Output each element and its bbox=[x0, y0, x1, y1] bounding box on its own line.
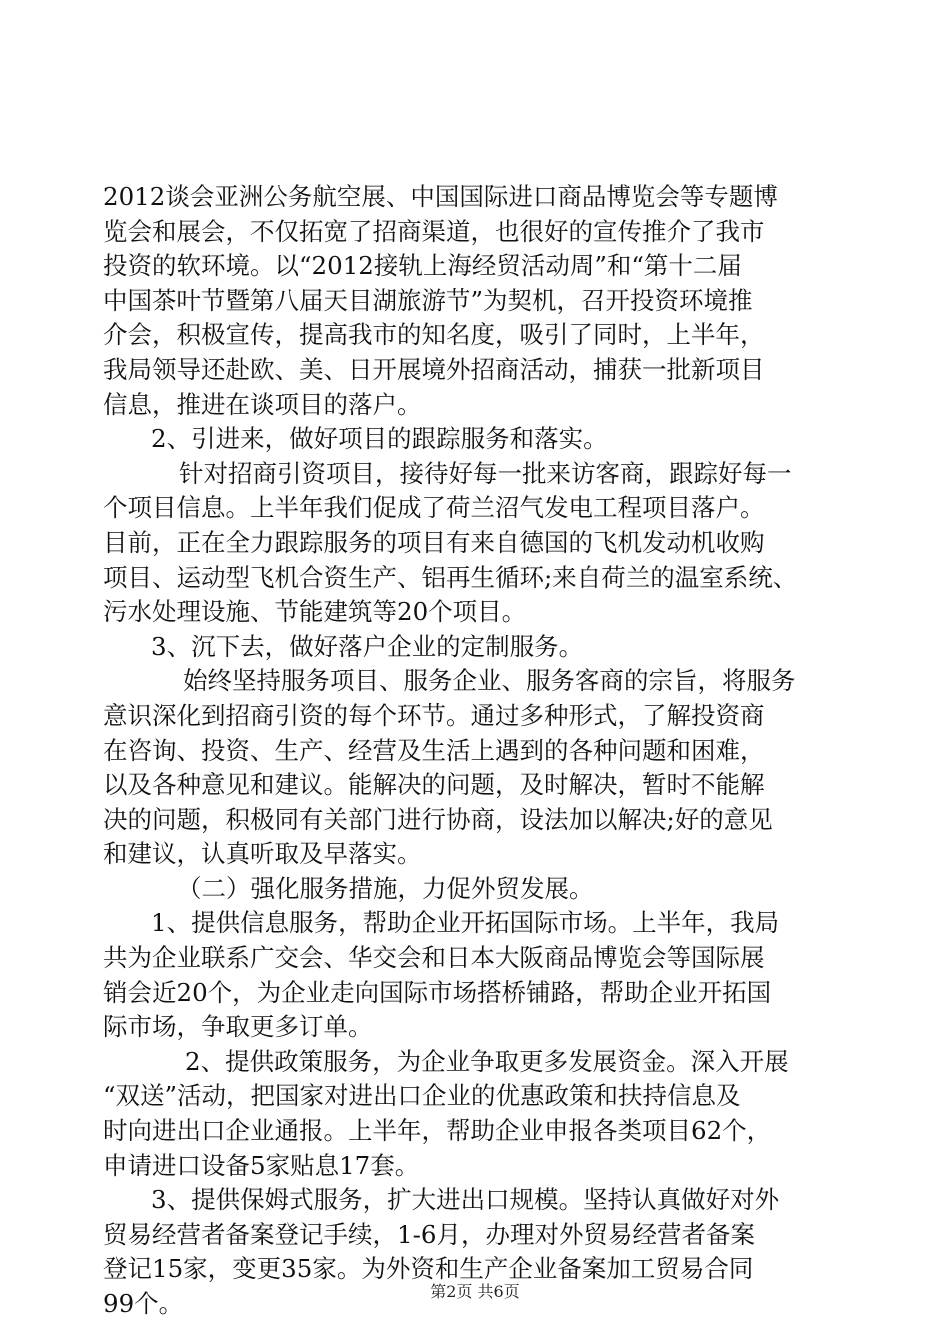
text-line: 时向进出口企业通报。上半年，帮助企业申报各类项目62个， bbox=[103, 1116, 772, 1146]
text-line: 99个。 bbox=[103, 1289, 184, 1318]
section-heading: 2、引进来，做好项目的跟踪服务和落实。 bbox=[151, 424, 608, 454]
text-line: 针对招商引资项目，接待好每一批来访客商，跟踪好每一 bbox=[179, 458, 792, 488]
section-heading: 3、沉下去，做好落户企业的定制服务。 bbox=[151, 631, 584, 661]
text-line: 和建议，认真听取及早落实。 bbox=[103, 839, 422, 869]
text-line: 共为企业联系广交会、华交会和日本大阪商品博览会等国际展 bbox=[103, 943, 765, 973]
text-line: 中国茶叶节暨第八届天目湖旅游节”为契机，召开投资环境推 bbox=[103, 285, 753, 315]
text-line: 我局领导还赴欧、美、日开展境外招商活动，捕获一批新项目 bbox=[103, 354, 765, 384]
text-line: 际市场，争取更多订单。 bbox=[103, 1012, 373, 1042]
text-line: 览会和展会，不仅拓宽了招商渠道，也很好的宣传推介了我市 bbox=[103, 216, 765, 246]
text-line: 登记15家，变更35家。为外资和生产企业备案加工贸易合同 bbox=[103, 1254, 754, 1284]
text-line: 2、提供政策服务，为企业争取更多发展资金。深入开展 bbox=[185, 1046, 789, 1076]
text-line: 在咨询、投资、生产、经营及生活上遇到的各种问题和困难， bbox=[103, 735, 765, 765]
text-line: 目前，正在全力跟踪服务的项目有来自德国的飞机发动机收购 bbox=[103, 527, 765, 557]
section-heading: （二）强化服务措施，力促外贸发展。 bbox=[177, 873, 594, 903]
text-line: 决的问题，积极同有关部门进行协商，设法加以解决;好的意见 bbox=[103, 804, 773, 834]
text-line: 个项目信息。上半年我们促成了荷兰沼气发电工程项目落户。 bbox=[103, 493, 765, 523]
text-line: 3、提供保姆式服务，扩大进出口规模。坚持认真做好对外 bbox=[151, 1185, 780, 1215]
text-line: 信息，推进在谈项目的落户。 bbox=[103, 389, 422, 419]
text-line: 投资的软环境。以“2012接轨上海经贸活动周”和“第十二届 bbox=[103, 251, 742, 281]
text-line: 申请进口设备5家贴息17套。 bbox=[103, 1150, 420, 1180]
text-line: 2012谈会亚洲公务航空展、中国国际进口商品博览会等专题博 bbox=[103, 182, 778, 211]
text-line: 意识深化到招商引资的每个环节。通过多种形式，了解投资商 bbox=[103, 700, 765, 730]
text-line: 1、提供信息服务，帮助企业开拓国际市场。上半年，我局 bbox=[151, 908, 780, 938]
document-body bbox=[103, 180, 843, 1322]
text-line: 贸易经营者备案登记手续，1-6月，办理对外贸易经营者备案 bbox=[103, 1219, 755, 1249]
text-line: 项目、运动型飞机合资生产、铝再生循环;来自荷兰的温室系统、 bbox=[103, 562, 798, 592]
text-line: 污水处理设施、节能建筑等20个项目。 bbox=[103, 597, 527, 627]
text-line: 销会近20个，为企业走向国际市场搭桥铺路，帮助企业开拓国 bbox=[103, 977, 772, 1007]
text-line: 介会，积极宣传，提高我市的知名度，吸引了同时，上半年， bbox=[103, 320, 765, 350]
text-line: 始终坚持服务项目、服务企业、服务客商的宗旨，将服务 bbox=[183, 666, 796, 696]
page-indicator: 第2页 共6页 bbox=[430, 1282, 520, 1301]
text-line: 以及各种意见和建议。能解决的问题，及时解决，暂时不能解 bbox=[103, 770, 765, 800]
text-line: “双送”活动，把国家对进出口企业的优惠政策和扶持信息及 bbox=[103, 1081, 741, 1111]
